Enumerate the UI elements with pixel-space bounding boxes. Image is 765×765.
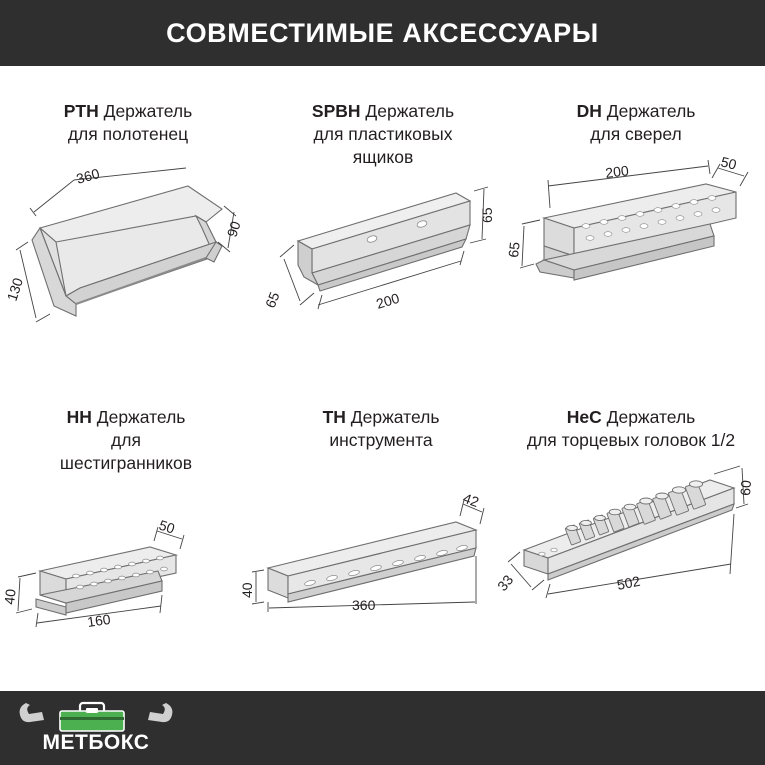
dimension-hec-60: 60: [737, 479, 755, 497]
product-code-dh: DH: [576, 101, 602, 121]
product-name-hh-line2: для: [111, 430, 141, 450]
product-caption-th: [250, 406, 512, 452]
page-title: СОВМЕСТИМЫЕ АКСЕССУАРЫ: [166, 17, 599, 48]
product-name-hh-line3: шестигранников: [59, 453, 193, 473]
product-caption-hec: [500, 406, 762, 452]
dimension-th-40: 40: [239, 582, 255, 598]
brand-logo: [10, 697, 182, 759]
dimension-pth-130: 130: [3, 275, 27, 303]
product-code-th: TH: [322, 407, 346, 427]
product-name-dh-line2: для сверел: [590, 124, 682, 144]
product-grid: [0, 66, 765, 691]
dimension-pth-360: 360: [74, 165, 102, 187]
dimension-hec-502: 502: [615, 572, 642, 593]
product-caption-spbh: [258, 100, 508, 169]
product-figure-th: [239, 452, 512, 613]
dh-drawing: [505, 146, 758, 326]
pth-drawing: [3, 146, 246, 346]
dimension-hh-40: 40: [1, 588, 19, 606]
product-name-hh-line1: Держатель: [96, 407, 186, 427]
th-drawing: [239, 452, 510, 613]
dimension-spbh-200: 200: [374, 289, 402, 312]
dimension-hh-50: 50: [157, 516, 177, 537]
product-caption-dh: [512, 100, 760, 146]
product-card-pth: [3, 100, 248, 400]
dimension-hec-33: 33: [494, 571, 517, 594]
product-figure-pth: [3, 146, 248, 346]
dimension-th-360: 360: [352, 597, 376, 613]
footer-bar: [0, 691, 765, 765]
product-name-pth-line1: Держатель: [103, 101, 193, 121]
spbh-drawing: [260, 169, 506, 349]
product-card-hh: [1, 406, 248, 686]
product-code-hh: HH: [66, 407, 92, 427]
product-name-spbh-line2: для пластиковых: [313, 124, 453, 144]
product-code-pth: PTH: [63, 101, 99, 121]
product-name-hec-line2: для торцевых головок 1/2: [526, 430, 736, 450]
product-name-th-line2: инструмента: [329, 430, 433, 450]
hh-drawing: [1, 475, 246, 635]
product-card-spbh: [258, 100, 508, 400]
product-name-spbh-line3: ящиков: [352, 147, 414, 167]
header-bar: [0, 0, 765, 66]
dimension-dh-50: 50: [719, 153, 739, 173]
product-code-spbh: SPBH: [311, 101, 361, 121]
product-name-pth-line2: для полотенец: [67, 124, 189, 144]
brand-name: МЕТБОКС: [42, 731, 150, 754]
dimension-dh-65: 65: [505, 241, 523, 259]
product-figure-dh: [505, 146, 760, 326]
dimension-hh-160: 160: [86, 610, 112, 630]
product-caption-pth: [8, 100, 248, 146]
product-name-hec-line1: Держатель: [606, 407, 696, 427]
logo-badge: [10, 697, 182, 759]
product-card-dh: [505, 100, 760, 400]
hec-drawing: [494, 452, 760, 612]
dimension-pth-90: 90: [223, 219, 244, 239]
product-caption-hh: [4, 406, 248, 475]
product-card-th: [239, 406, 512, 686]
product-name-dh-line1: Держатель: [606, 101, 696, 121]
product-code-hec: HeC: [566, 407, 602, 427]
product-figure-hec: [494, 452, 762, 612]
dimension-spbh-65-left: 65: [261, 289, 283, 311]
product-figure-spbh: [258, 169, 508, 349]
product-figure-hh: [1, 475, 248, 635]
dimension-th-42: 42: [460, 489, 482, 511]
product-name-spbh-line1: Держатель: [365, 101, 455, 121]
product-card-hec: [494, 406, 762, 686]
dimension-spbh-65-right: 65: [479, 207, 495, 223]
dimension-dh-200: 200: [604, 162, 630, 181]
product-name-th-line1: Держатель: [350, 407, 440, 427]
